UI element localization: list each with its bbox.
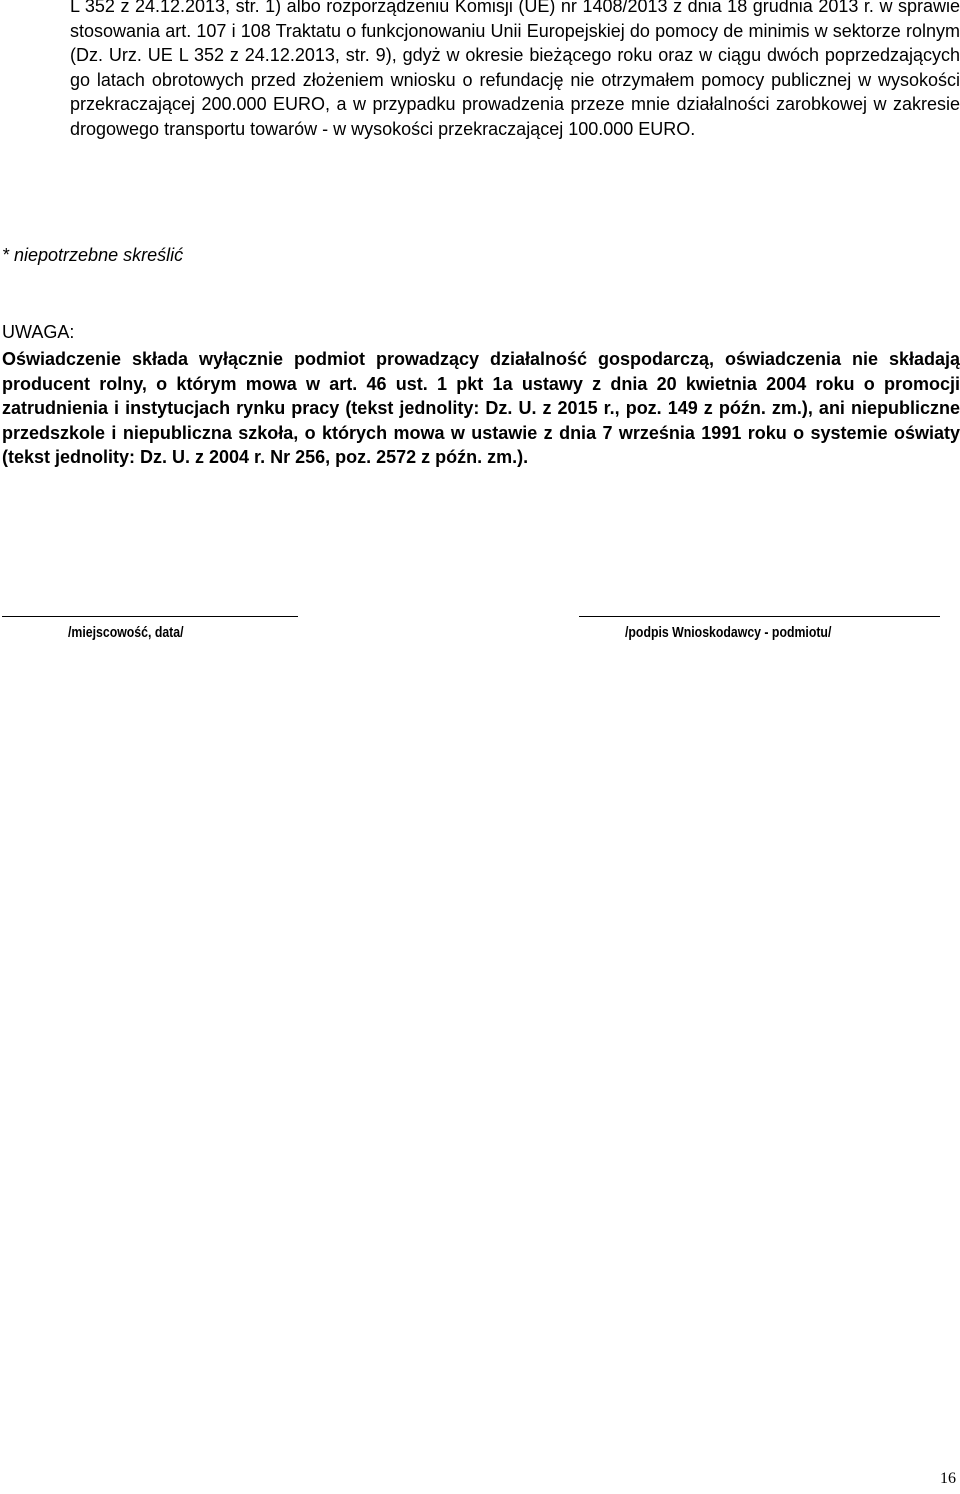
page-number: 16 <box>940 1470 956 1487</box>
signature-label-place-date: /miejscowość, data/ <box>68 624 184 641</box>
declaration-paragraph: L 352 z 24.12.2013, str. 1) albo rozporządzeniu Komisji (UE) nr 1408/2013 z dnia 18 grudnia 2013 r. w sprawie stosowania art. 107 i 108 Traktatu o funkcjonowaniu Unii Europejskiej do pomocy de minimis w sektorze rolnym (Dz. Urz. UE L 352 z 24.12.2013, str. 9), gdyż w okresie bieżącego roku oraz w ciągu dwóch poprzedzających go latach obrotowych przed złożeniem wniosku o refundację nie otrzymałem pomocy publicznej w wysokości przekraczającej 200.000 EURO, a w przypadku prowadzenia przeze mnie działalności zarobkowej w zakresie drogowego transportu towarów - w wysokości przekraczającej 100.000 EURO. <box>70 0 960 139</box>
signature-label-applicant: /podpis Wnioskodawcy - podmiotu/ <box>625 624 832 641</box>
warning-text: Oświadczenie składa wyłącznie podmiot prowadzący działalność gospodarczą, oświadczenia nie składają producent rolny, o którym mowa w art. 46 ust. 1 pkt 1a ustawy z dnia 20 kwietnia 2004 roku o promocji zatrudnienia i instytucjach rynku pracy (tekst jednolity: Dz. U. z 2015 r., poz. 149 z późn. zm.), ani niepubliczne przedszkole i niepubliczna szkoła, o których mowa w ustawie z dnia 7 września 1991 roku o systemie oświaty (tekst jednolity: Dz. U. z 2004 r. Nr 256, poz. 2572 z późn. zm.). <box>2 349 960 468</box>
warning-heading: UWAGA: <box>2 322 75 342</box>
signature-line-place-date[interactable] <box>2 616 298 617</box>
footnote-strike-out: * niepotrzebne skreślić <box>2 245 184 265</box>
signature-line-applicant[interactable] <box>579 616 940 617</box>
